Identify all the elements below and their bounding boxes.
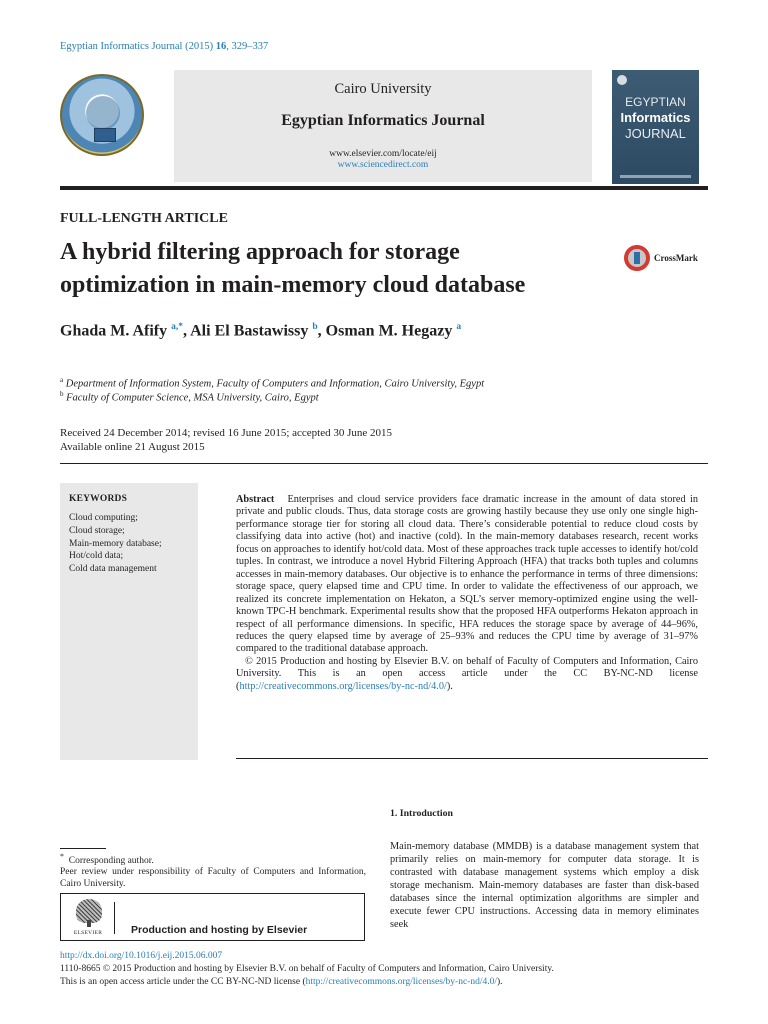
- computer-icon: [94, 128, 116, 142]
- author-affiliation-mark[interactable]: a: [456, 322, 462, 332]
- cairo-university-logo: [60, 74, 144, 156]
- abstract-license: © 2015 Production and hosting by Elsevier B.V. on behalf of Faculty of Computers and Information, Cairo University. This is an open access article under the CC BY-NC-ND license (http://creativecommons.org/licenses/by-nc-nd/4.0/).: [236, 655, 698, 692]
- section-heading-introduction: 1. Introduction: [390, 808, 453, 819]
- author-name[interactable]: Ali El Bastawissy: [190, 322, 309, 340]
- journal-name: Egyptian Informatics Journal: [281, 112, 485, 129]
- online-date: Available online 21 August 2015: [60, 441, 205, 453]
- masthead-rule: [60, 186, 708, 190]
- keyword-item: Cold data management: [69, 564, 157, 575]
- abstract-body: Abstract Enterprises and cloud service providers face dramatic increase in the amount of data stored in private and public clouds. Thus, data storage costs are growing hastily because they use only one single high-performance storage tier for storing all cloud data. There’s considerable potential to reduce cloud costs by classifying data into active (hot) and inactive (cold). In the main-memory databases research, recent works focus on approaches to identify hot/cold data. Most of these approaches track tuple accesses to identify hot/cold tuples. In contrast, we introduce a novel Hybrid Filtering Approach (HFA) that tracks both tuples and columns accesses in main-memory databases. Our objective is to enhance the performance in terms of three dimensions: storage space, query elapsed time and CPU time. In order to validate the effectiveness of our approach, we realized its concrete implementation on Hekaton, a SQL’s server memory-optimized engine using the well-known TPC-H benchmark. Experimental results show that the proposed HFA outperforms Hekaton approach in respect of all performance dimensions. In specific, HFA reduces the storage space by average of 44–96%, reduces the query elapsed time by average of 25–93% and reduces the CPU time by average of 31–97% compared to the traditional database approach.: [236, 494, 698, 655]
- affiliation-a: $^a$ Department of Information System, Faculty of Computers and Information, Cairo University, Egypt: [60, 376, 485, 390]
- keyword-item: Cloud computing;: [69, 513, 138, 523]
- globe-icon: [86, 96, 120, 130]
- article-title: A hybrid filtering approach for storage optimization in main-memory cloud database: [60, 239, 526, 298]
- abstract-label: Abstract: [236, 494, 275, 505]
- footnote-rule: [60, 848, 106, 849]
- author-list: Ghada M. Afify $^{a,*}$, Ali El Bastawissy $^b$, Osman M. Hegazy $^a$: [60, 322, 462, 340]
- affiliation-b: $^b$ Faculty of Computer Science, MSA University, Cairo, Egypt: [60, 390, 319, 404]
- received-dates: Received 24 December 2014; revised 16 June 2015; accepted 30 June 2015: [60, 427, 393, 439]
- header-rule: [60, 463, 708, 464]
- sciencedirect-url[interactable]: www.sciencedirect.com: [337, 160, 429, 170]
- cover-line-2: Informatics: [620, 110, 691, 125]
- keyword-item: Cloud storage;: [69, 525, 125, 536]
- university-name: Cairo University: [334, 81, 432, 97]
- cover-line-3: JOURNAL: [625, 126, 686, 141]
- journal-citation[interactable]: Egyptian Informatics Journal (2015) 16, 329–337: [60, 41, 269, 52]
- keyword-item: Hot/cold data;: [69, 551, 124, 562]
- elsevier-logo: ELSEVIER: [67, 898, 109, 936]
- introduction-paragraph: Main-memory database (MMDB) is a database management system that primarily relies on main-memory for computer data storage. It is contrasted with database management systems which employ a disk storage mechanism. Main-memory databases are faster than disk-based databases since the internal optimization algorithms are simpler and execute fewer CPU instructions. Accessing data in memory eliminates seek: [390, 841, 699, 930]
- footer-license: This is an open access article under the CC BY-NC-ND license (http://creativecommons.org/licenses/by-nc-nd/4.0/).: [60, 977, 503, 987]
- author-affiliation-mark[interactable]: b: [312, 322, 318, 332]
- crossmark-icon: [624, 245, 650, 271]
- license-link[interactable]: http://creativecommons.org/licenses/by-nc-nd/4.0/: [239, 680, 447, 692]
- seal-icon: [617, 75, 627, 85]
- masthead: [60, 70, 700, 186]
- author-name[interactable]: Ghada M. Afify: [60, 322, 168, 340]
- elsevier-url[interactable]: www.elsevier.com/locate/eij: [329, 149, 437, 159]
- article-type: FULL-LENGTH ARTICLE: [60, 211, 228, 226]
- journal-banner: [174, 70, 592, 182]
- cover-footer-bar: [620, 175, 691, 178]
- keywords-box: [60, 483, 198, 760]
- issn-copyright: 1110-8665 © 2015 Production and hosting by Elsevier B.V. on behalf of Faculty of Computers and Information, Cairo University.: [60, 964, 554, 974]
- author-name[interactable]: Osman M. Hegazy: [325, 322, 453, 340]
- corresponding-author-note: * Corresponding author.: [60, 852, 154, 867]
- abstract-rule: [236, 758, 708, 759]
- footer-license-link[interactable]: http://creativecommons.org/licenses/by-nc-nd/4.0/: [305, 977, 497, 987]
- elsevier-hosting-box: [60, 893, 365, 941]
- keyword-item: Main-memory database;: [69, 538, 162, 549]
- keywords-heading: KEYWORDS: [69, 494, 128, 504]
- journal-cover: [612, 70, 699, 184]
- doi-link[interactable]: http://dx.doi.org/10.1016/j.eij.2015.06.007: [60, 951, 223, 961]
- crossmark-badge[interactable]: CrossMark: [624, 243, 698, 273]
- author-affiliation-mark[interactable]: a,*: [171, 322, 183, 332]
- cover-line-1: EGYPTIAN: [625, 95, 686, 109]
- abstract: [236, 494, 698, 693]
- peer-review-note: Peer review under responsibility of Faculty of Computers and Information, Cairo University.: [60, 867, 366, 890]
- elsevier-tagline: Production and hosting by Elsevier: [131, 924, 308, 936]
